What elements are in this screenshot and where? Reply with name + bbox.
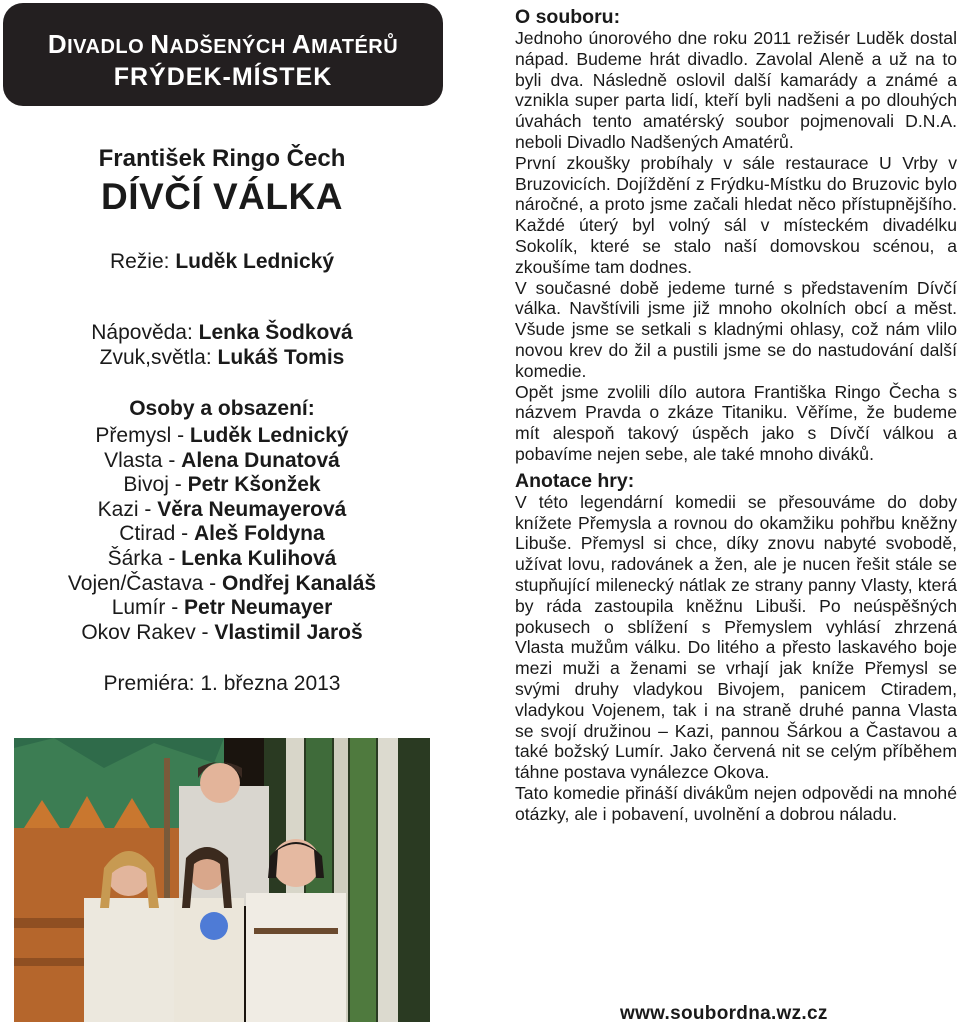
right-column: [515, 6, 957, 824]
annotation-heading: Anotace hry:: [515, 469, 635, 492]
premiere-date: Premiéra: 1. března 2013: [103, 672, 341, 695]
about-paragraph: Jednoho únorového dne roku 2011 režisér Luděk dostal nápad. Budeme hrát divadlo. Zavolal Aleně a už na to byli dva. Následně oslovil další kamarády a známé a vznikla super parta lidí, kteří byli nadšeni a po dlouhých úvahách tento amatérský soubor pojmenovali D.N.A. neboli Divadlo Nadšených Amatérů.: [515, 28, 957, 152]
website-link[interactable]: www.soubordna.wz.cz: [620, 1003, 828, 1024]
troupe-city: FRÝDEK-MÍSTEK: [113, 63, 333, 91]
about-paragraph: V současné době jedeme turné s představením Dívčí válka. Navštívili jsme již mnoho okolních obcí a měst. Všude jsme se setkali s kladnými ohlasy, což nám vlilo novou krev do žil a pustili jsme se do nastudování další komedie.: [515, 277, 957, 381]
cast-line: Lumír - Petr Neumayer: [111, 596, 333, 620]
cast-heading: Osoby a obsazení:: [129, 397, 315, 420]
annotation-paragraph: Tato komedie přináší divákům nejen odpovědi na mnohé otázky, ale i pobavení, uvolnění a dobrou náladu.: [515, 782, 957, 824]
cast-line: Vojen/Častava - Ondřej Kanaláš: [67, 571, 377, 595]
director-name: Luděk Lednický: [175, 250, 335, 273]
crew-list: [0, 320, 444, 370]
direction-credit: [0, 250, 444, 274]
play-title: DÍVČÍ VÁLKA: [101, 176, 343, 217]
cast-list: [0, 424, 444, 645]
stage-photo: [14, 738, 430, 1022]
play-author: František Ringo Čech: [98, 145, 346, 172]
annotation-paragraph: V této legendární komedii se přesouváme do doby knížete Přemysla a rovnou do okamžiku pohřbu kněžny Libuše. Přemysl si chce, díky znovu nabyté svobodě, užívat lovu, radovánek a žen, ale je nucen řešit stále se stupňující milenecký nátlak ze strany panny Vlasty, která by ráda zastoupila kněžnu Libuši. Po neúspěšných pokusech o sblížení s Přemyslem vyhlásí zhrzená Vlasta mužům válku. Do litého a přesto laskavého boje mezi muži a ženami se vrhají jak kníže Přemysl se svými druhy vladykou Bivojem, panicem Ctiradem, vladykou Vojenem, tak i na straně druhé panna Vlasta se svojí družinou – Kazi, pannou Šárkou a Častavou a také božský Lumír. Jako červená nit se celým příběhem táhne postava vynálezce Okova.: [515, 491, 957, 783]
troupe-banner: [3, 3, 443, 106]
crew-line-sound-lights: Zvuk,světla: Lukáš Tomis: [99, 346, 345, 369]
cast-line: Přemysl - Luděk Lednický: [95, 424, 349, 447]
cast-line: Okov Rakev - Vlastimil Jaroš: [81, 620, 363, 644]
cast-line: Ctirad - Aleš Foldyna: [119, 522, 325, 546]
about-paragraph: Opět jsme zvolili dílo autora Františka Ringo Čecha s názvem Pravda o zkáze Titaniku. Věříme, že budeme mít alespoň takový úspěch jako s Dívčí válkou a pobavíme nejen sebe, ale také mnoho diváků.: [515, 381, 957, 464]
cast-line: Bivoj - Petr Kšonžek: [123, 473, 321, 497]
left-column: [0, 0, 444, 1024]
about-paragraph: První zkoušky probíhaly v sále restaurace U Vrby v Bruzovicích. Dojíždění z Frýdku-Místku do Bruzovic bylo náročné, a proto jsme začali hledat něco přístupnějšího. Každé úterý byl volný sál v místeckém divadélku Sokolík, které se stalo naší domovskou scénou, a zkoušíme tam dodnes.: [515, 152, 957, 277]
troupe-name: DIVADLO NADŠENÝCH AMATÉRŮ: [47, 29, 399, 59]
crew-line-prompter: Nápověda: Lenka Šodková: [91, 321, 353, 344]
direction-label: Režie:: [109, 250, 176, 273]
about-heading: O souboru:: [515, 6, 621, 28]
cast-line: Vlasta - Alena Dunatová: [104, 448, 340, 472]
cast-line: Šárka - Lenka Kulihová: [107, 546, 337, 570]
cast-line: Kazi - Věra Neumayerová: [97, 497, 347, 521]
